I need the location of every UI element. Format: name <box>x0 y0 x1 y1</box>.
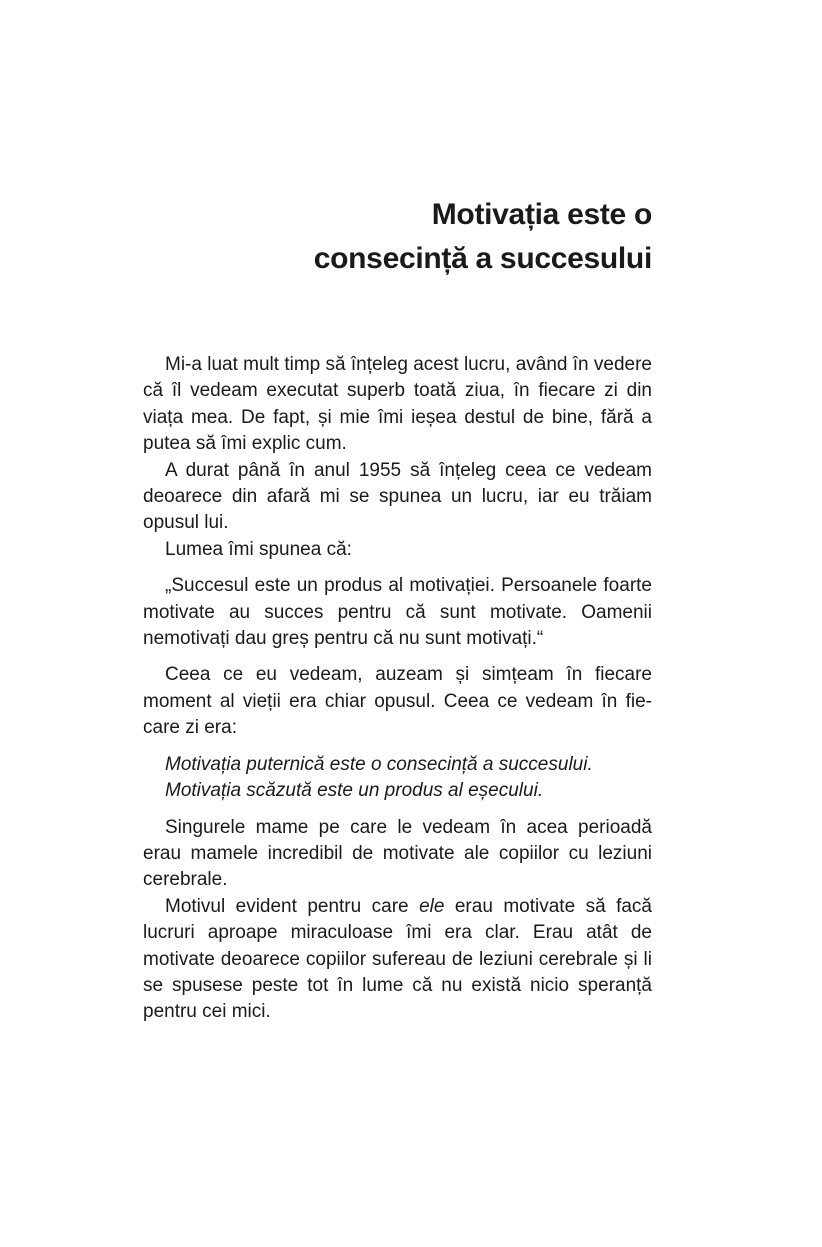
paragraph-7-emphasis: ele <box>419 895 445 917</box>
quote-paragraph: „Succesul este un produs al motivației. Persoanele foarte motivate au succes pentru că sunt motivate. Oamenii nemotivați dau greș pentru că nu sunt motivați.“ <box>143 575 652 650</box>
paragraph-2: A durat până în anul 1955 să înțeleg ceea ce vedeam deoarece din afară mi se spunea un lucru, iar eu trăiam opusul lui. <box>143 459 652 534</box>
italic-statement-2: Motivația scăzută este un produs al eșecului. <box>165 780 544 802</box>
chapter-title-line-2: consecință a succesului <box>313 242 652 275</box>
italic-statements <box>165 752 652 805</box>
paragraph-5: Ceea ce eu vedeam, auzeam și simțeam în fiecare moment al vieții era chiar opusul. Ceea ce vedeam în fiecare zi era: <box>143 664 652 739</box>
paragraph-6: Singurele mame pe care le vedeam în acea perioadă erau mamele incredibil de motivate ale copiilor cu leziuni cerebrale. <box>143 816 652 891</box>
chapter-title-line-1: Motivația este o <box>431 198 652 231</box>
paragraph-7-start: Motivul evident pentru care <box>165 895 420 917</box>
italic-statement-1: Motivația puternică este o consecință a succesului. <box>165 753 593 775</box>
paragraph-7-end: erau motivate să facă lucruri aproape miraculoase îmi era clar. Erau atât de motivate deoarece copiilor sufereau de leziuni cerebrale și li se spusese peste tot în lume că nu există nicio speranță pentru cei mici. <box>143 895 652 1023</box>
paragraph-3: Lumea îmi spunea că: <box>165 538 352 560</box>
paragraph-1: Mi-a luat mult timp să înțeleg acest lucru, având în vedere că îl vedeam executat superb toată ziua, în fiecare zi din viața mea. De fapt, și mie îmi ieșea destul de bine, fără a putea să îmi explic cum. <box>143 354 652 455</box>
chapter-body <box>143 352 652 1026</box>
chapter-title <box>143 193 652 281</box>
paragraph-7 <box>143 894 652 1026</box>
